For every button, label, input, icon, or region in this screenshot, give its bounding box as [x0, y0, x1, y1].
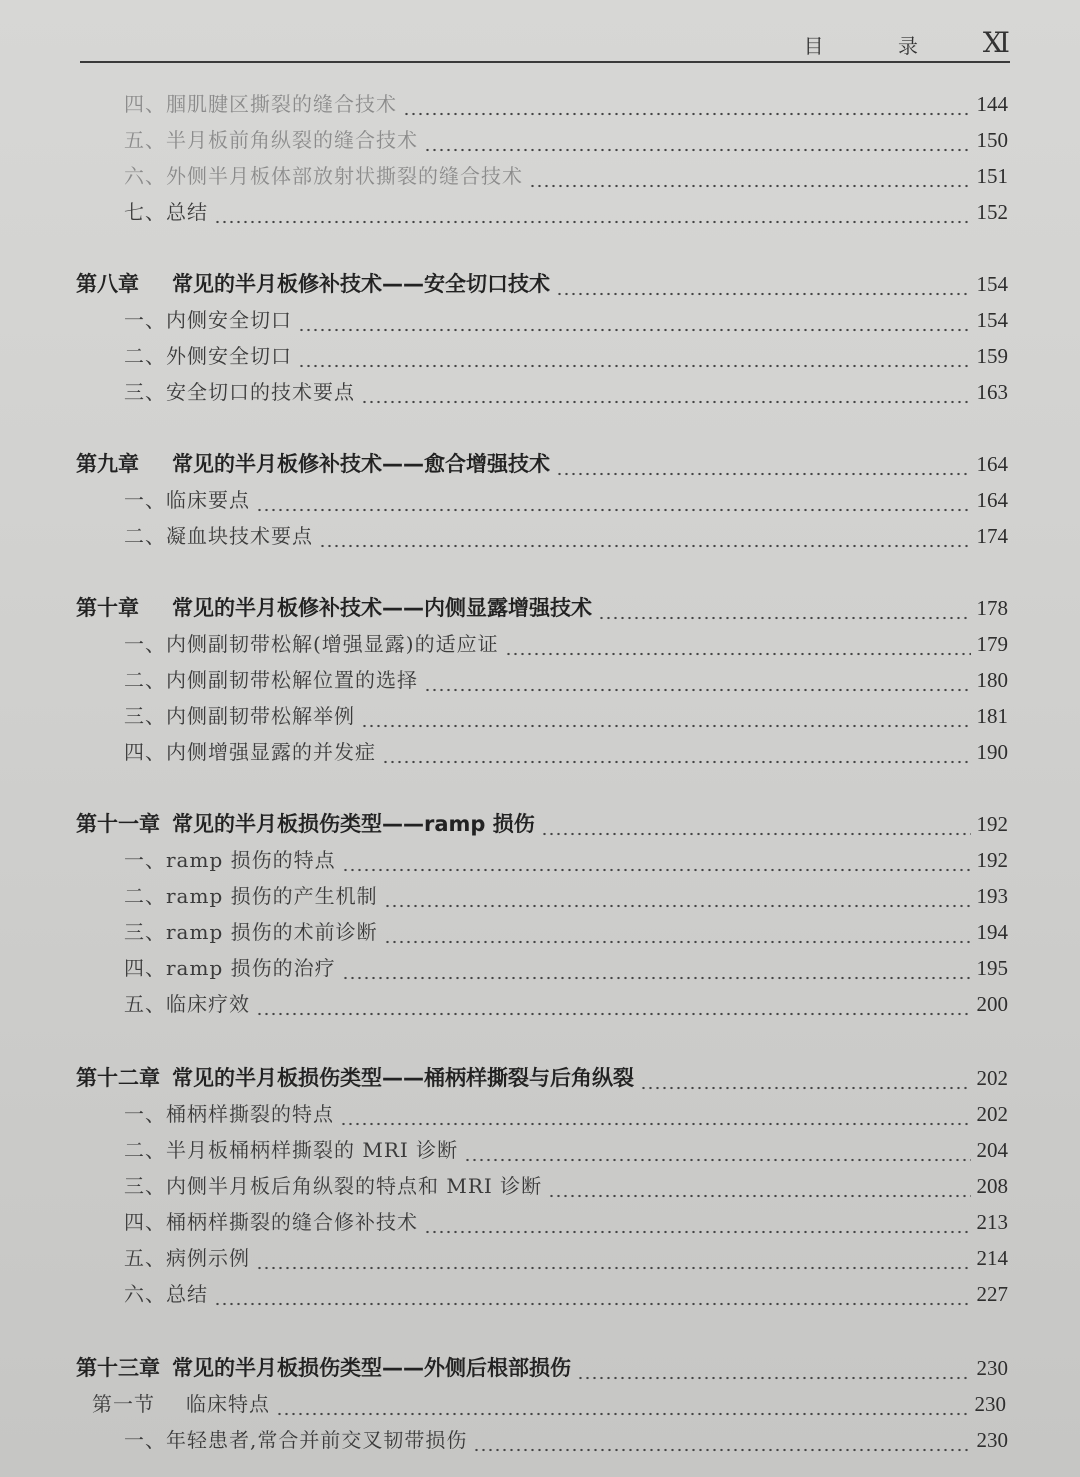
- toc-entry-number: 五、: [124, 1246, 166, 1270]
- toc-entry-title: 内侧半月板后角纵裂的特点和 MRI 诊断: [166, 1174, 543, 1198]
- toc-page-number: 151: [976, 164, 1008, 188]
- toc-page-number: 230: [974, 1392, 1006, 1416]
- toc-entry-title: 外侧半月板体部放射状撕裂的缝合技术: [166, 164, 523, 188]
- toc-section-heading-row: [92, 1388, 1006, 1418]
- toc-entry-number: 一、: [124, 308, 166, 332]
- dot-leader: [598, 604, 971, 622]
- toc-entry-number: 四、: [124, 740, 166, 764]
- toc-entry-number: 第八章: [76, 272, 139, 296]
- dot-leader: [577, 1364, 971, 1382]
- toc-page-number: 202: [976, 1102, 1008, 1126]
- dot-leader: [424, 136, 971, 154]
- toc-entry-row: [124, 952, 1008, 982]
- toc-page-number: 192: [976, 812, 1008, 836]
- dot-leader: [541, 820, 971, 838]
- toc-entry-row: [124, 88, 1008, 118]
- toc-chapter-row: [76, 1062, 1008, 1092]
- toc-entry-number: 四、: [124, 92, 166, 116]
- toc-page-number: 213: [976, 1210, 1008, 1234]
- toc-entry-number: 二、: [124, 524, 166, 548]
- toc-page-number: 144: [976, 92, 1008, 116]
- toc-entry-title: ramp 损伤的特点: [166, 848, 336, 872]
- toc-entry-title: ramp 损伤的术前诊断: [166, 920, 378, 944]
- header-page-number: Ⅺ: [982, 26, 1010, 59]
- toc-entry-title: 临床疗效: [166, 992, 250, 1016]
- dot-leader: [464, 1146, 970, 1164]
- toc-entry-number: 七、: [124, 200, 166, 224]
- toc-page-number: 181: [976, 704, 1008, 728]
- dot-leader: [256, 496, 971, 514]
- toc-entry-row: [124, 700, 1008, 730]
- toc-entry-row: [124, 664, 1008, 694]
- toc-entry-row: [124, 844, 1008, 874]
- toc-entry-title: 内侧副韧带松解(增强显露)的适应证: [166, 632, 499, 656]
- toc-entry-row: [124, 988, 1008, 1018]
- toc-page-number: 152: [976, 200, 1008, 224]
- dot-leader: [529, 172, 971, 190]
- toc-page-number: 150: [976, 128, 1008, 152]
- toc-entry-row: [124, 304, 1008, 334]
- dot-leader: [473, 1436, 970, 1454]
- toc-entry-number: 二、: [124, 1138, 166, 1162]
- toc-entry-title: 常见的半月板修补技术——内侧显露增强技术: [172, 596, 592, 620]
- toc-entry-title: ramp 损伤的治疗: [166, 956, 336, 980]
- toc-entry-number: 六、: [124, 164, 166, 188]
- toc-entry-row: [124, 1278, 1008, 1308]
- dot-leader: [298, 316, 971, 334]
- toc-entry-number: 第十一章: [76, 812, 160, 836]
- toc-entry-row: [124, 1170, 1008, 1200]
- dot-leader: [340, 1110, 971, 1128]
- toc-page-number: 163: [976, 380, 1008, 404]
- toc-entry-number: 二、: [124, 884, 166, 908]
- toc-page-number: 154: [976, 308, 1008, 332]
- toc-chapter-row: [76, 268, 1008, 298]
- toc-entry-title: 总结: [166, 200, 208, 224]
- toc-entry-number: 第十二章: [76, 1066, 160, 1090]
- toc-entry-number: 三、: [124, 380, 166, 404]
- toc-entry-number: 三、: [124, 920, 166, 944]
- toc-entry-number: 二、: [124, 344, 166, 368]
- toc-page-number: 174: [976, 524, 1008, 548]
- toc-entry-row: [124, 916, 1008, 946]
- toc-entry-number: 五、: [124, 128, 166, 152]
- toc-entry-title: 凝血块技术要点: [166, 524, 313, 548]
- toc-entry-row: [124, 484, 1008, 514]
- dot-leader: [319, 532, 971, 550]
- toc-page-number: 180: [976, 668, 1008, 692]
- dot-leader: [505, 640, 971, 658]
- toc-page-number: 227: [976, 1282, 1008, 1306]
- toc-entry-title: 内侧副韧带松解举例: [166, 704, 355, 728]
- toc-entry-title: 内侧增强显露的并发症: [166, 740, 376, 764]
- toc-entry-title: 内侧副韧带松解位置的选择: [166, 668, 418, 692]
- toc-entry-row: [124, 1424, 1008, 1454]
- toc-entry-row: [124, 340, 1008, 370]
- dot-leader: [424, 1218, 971, 1236]
- toc-entry-row: [124, 160, 1008, 190]
- toc-entry-title: 安全切口的技术要点: [166, 380, 355, 404]
- dot-leader: [556, 280, 971, 298]
- dot-leader: [424, 676, 971, 694]
- toc-entry-number: 五、: [124, 992, 166, 1016]
- dot-leader: [342, 856, 971, 874]
- toc-page-number: 204: [976, 1138, 1008, 1162]
- toc-entry-number: 三、: [124, 1174, 166, 1198]
- toc-entry-row: [124, 1098, 1008, 1128]
- dot-leader: [382, 748, 971, 766]
- toc-page-number: 214: [976, 1246, 1008, 1270]
- toc-page-number: 178: [976, 596, 1008, 620]
- toc-entry-number: 一、: [124, 632, 166, 656]
- header-rule: [80, 61, 1010, 63]
- toc-entry-row: [124, 628, 1008, 658]
- toc-page-number: 230: [976, 1428, 1008, 1452]
- toc-entry-title: 半月板桶柄样撕裂的 MRI 诊断: [166, 1138, 459, 1162]
- toc-entry-title: 桶柄样撕裂的特点: [166, 1102, 334, 1126]
- toc-entry-title: 病例示例: [166, 1246, 250, 1270]
- toc-entry-number: 一、: [124, 848, 166, 872]
- toc-entry-number: 一、: [124, 1102, 166, 1126]
- toc-page-number: 202: [976, 1066, 1008, 1090]
- header-label: 目 录: [803, 34, 952, 58]
- toc-entry-title: 临床要点: [166, 488, 250, 512]
- toc-page-number: 179: [976, 632, 1008, 656]
- toc-entry-row: [124, 880, 1008, 910]
- toc-entry-title: 常见的半月板修补技术——愈合增强技术: [172, 452, 550, 476]
- toc-chapter-row: [76, 592, 1008, 622]
- toc-entry-title: 腘肌腱区撕裂的缝合技术: [166, 92, 397, 116]
- toc-page-number: 193: [976, 884, 1008, 908]
- toc-entry-title: 半月板前角纵裂的缝合技术: [166, 128, 418, 152]
- toc-page-number: 230: [976, 1356, 1008, 1380]
- toc-entry-number: 第十章: [76, 596, 139, 620]
- toc-entry-row: [124, 1206, 1008, 1236]
- toc-entry-row: [124, 1242, 1008, 1272]
- toc-page-number: 208: [976, 1174, 1008, 1198]
- toc-chapter-row: [76, 808, 1008, 838]
- dot-leader: [276, 1400, 969, 1418]
- toc-entry-row: [124, 1134, 1008, 1164]
- toc-page-number: 200: [976, 992, 1008, 1016]
- toc-entry-number: 一、: [124, 1428, 166, 1452]
- toc-page-number: 194: [976, 920, 1008, 944]
- toc-chapter-row: [76, 1352, 1008, 1382]
- toc-entry-number: 三、: [124, 704, 166, 728]
- toc-entry-row: [124, 196, 1008, 226]
- toc-entry-title: 常见的半月板损伤类型——ramp 损伤: [172, 812, 535, 836]
- dot-leader: [361, 712, 971, 730]
- dot-leader: [361, 388, 971, 406]
- toc-entry-row: [124, 520, 1008, 550]
- toc-entry-row: [124, 736, 1008, 766]
- toc-entry-title: 常见的半月板损伤类型——桶柄样撕裂与后角纵裂: [172, 1066, 634, 1090]
- toc-page-number: 154: [976, 272, 1008, 296]
- toc-page-number: 190: [976, 740, 1008, 764]
- toc-page-number: 164: [976, 488, 1008, 512]
- dot-leader: [384, 892, 971, 910]
- toc-entry-number: 第九章: [76, 452, 139, 476]
- dot-leader: [214, 1290, 971, 1308]
- toc-entry-number: 六、: [124, 1282, 166, 1306]
- toc-page-number: 159: [976, 344, 1008, 368]
- dot-leader: [298, 352, 971, 370]
- toc-entry-number: 四、: [124, 956, 166, 980]
- toc-page-number: 164: [976, 452, 1008, 476]
- toc-entry-title: 外侧安全切口: [166, 344, 292, 368]
- toc-entry-title: 临床特点: [186, 1392, 270, 1416]
- toc-entry-title: 总结: [166, 1282, 208, 1306]
- toc-entry-number: 第一节: [92, 1392, 155, 1416]
- dot-leader: [556, 460, 971, 478]
- dot-leader: [384, 928, 971, 946]
- toc-entry-title: 年轻患者,常合并前交叉韧带损伤: [166, 1428, 468, 1452]
- dot-leader: [214, 208, 971, 226]
- dot-leader: [256, 1000, 971, 1018]
- toc-entry-title: 常见的半月板损伤类型——外侧后根部损伤: [172, 1356, 571, 1380]
- dot-leader: [342, 964, 971, 982]
- dot-leader: [548, 1182, 970, 1200]
- dot-leader: [403, 100, 971, 118]
- toc-page-number: 192: [976, 848, 1008, 872]
- toc-page-number: 195: [976, 956, 1008, 980]
- toc-entry-number: 一、: [124, 488, 166, 512]
- toc-chapter-row: [76, 448, 1008, 478]
- toc-entry-row: [124, 376, 1008, 406]
- toc-entry-number: 四、: [124, 1210, 166, 1234]
- dot-leader: [640, 1074, 971, 1092]
- toc-entry-title: 常见的半月板修补技术——安全切口技术: [172, 272, 550, 296]
- toc-entry-title: 内侧安全切口: [166, 308, 292, 332]
- toc-entry-number: 二、: [124, 668, 166, 692]
- toc-entry-row: [124, 124, 1008, 154]
- dot-leader: [256, 1254, 971, 1272]
- toc-entry-number: 第十三章: [76, 1356, 160, 1380]
- toc-entry-title: 桶柄样撕裂的缝合修补技术: [166, 1210, 418, 1234]
- toc-entry-title: ramp 损伤的产生机制: [166, 884, 378, 908]
